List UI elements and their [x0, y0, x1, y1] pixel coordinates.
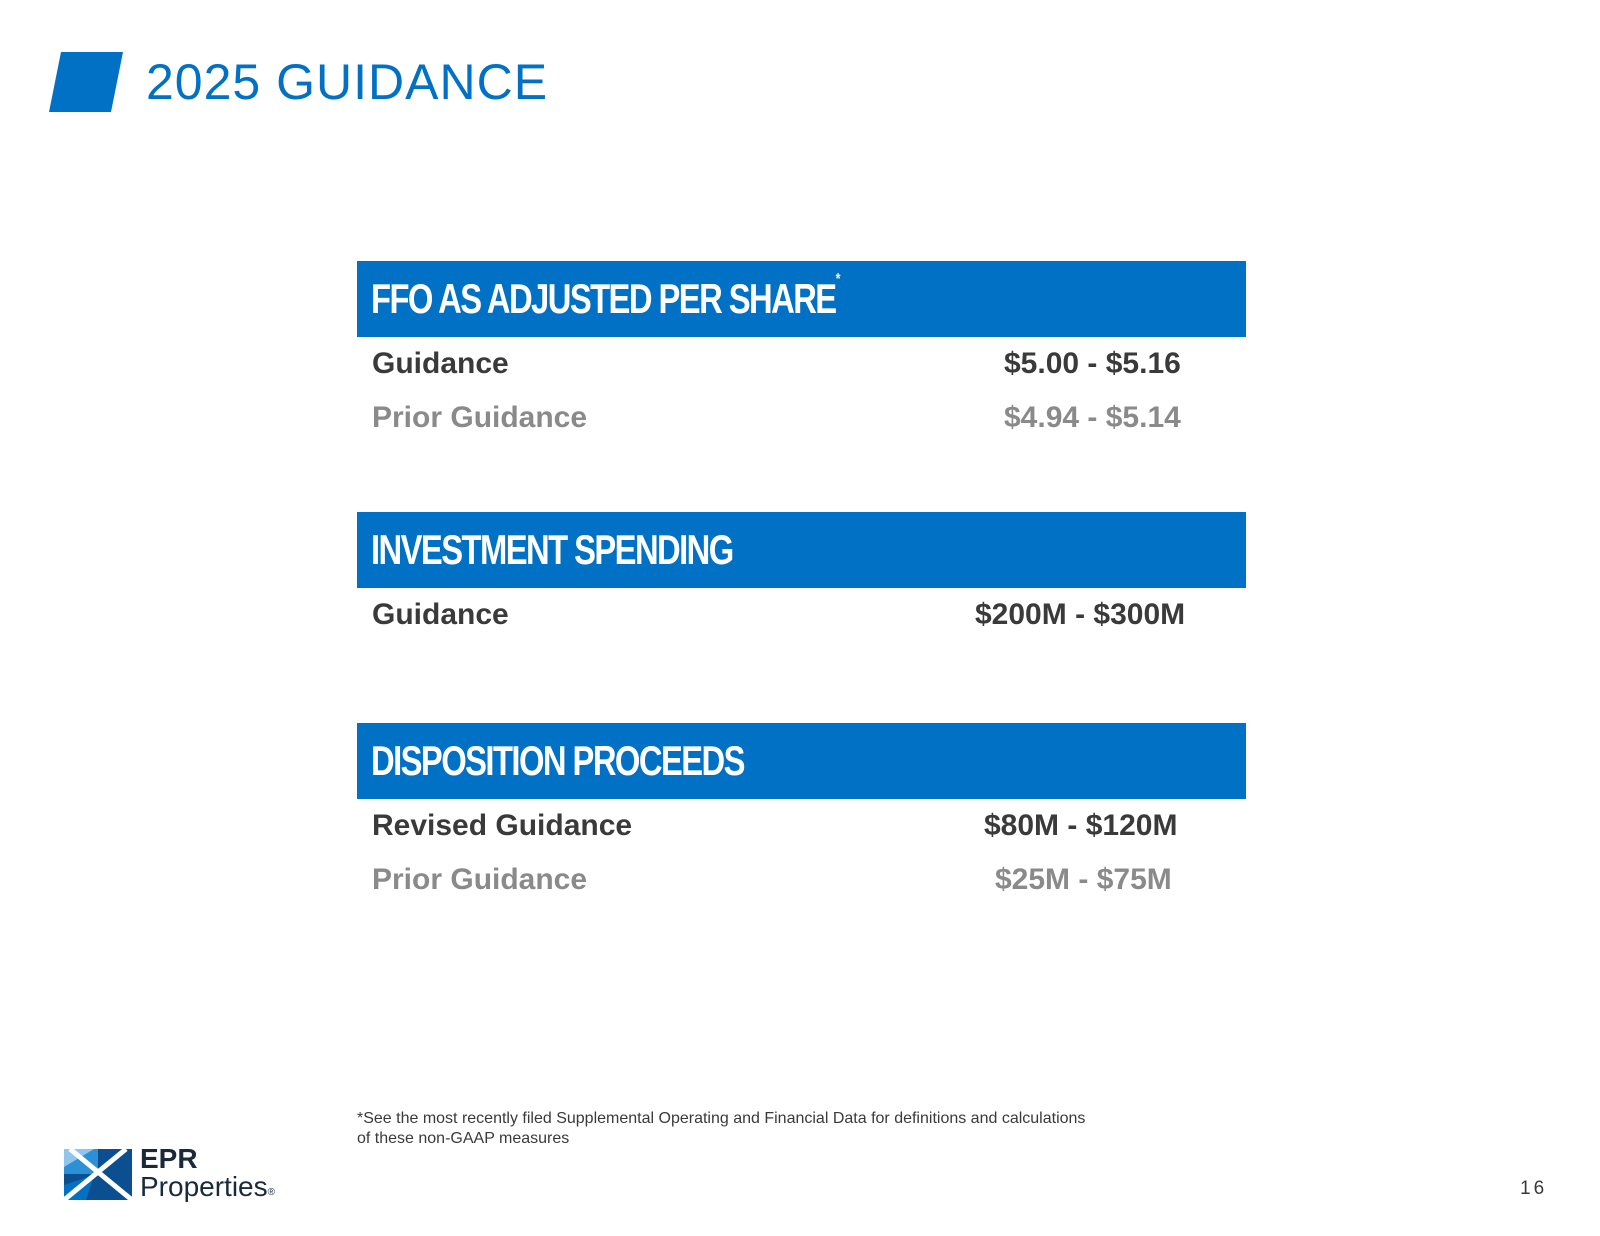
- row-value: $4.94 - $5.14: [1004, 401, 1181, 434]
- investment-guidance-row: [357, 588, 1246, 642]
- row-label: Guidance: [372, 598, 509, 631]
- logo-name-line1: EPR: [140, 1143, 198, 1174]
- disposition-section: [357, 723, 1246, 907]
- disposition-prior-guidance-row: [357, 853, 1246, 907]
- ffo-section-header: [357, 261, 1246, 337]
- disposition-section-header: [357, 723, 1246, 799]
- investment-section-header: [357, 512, 1246, 588]
- row-label: Prior Guidance: [372, 863, 588, 896]
- disposition-section-title: DISPOSITION PROCEEDS: [371, 737, 744, 784]
- page-title: 2025 GUIDANCE: [146, 54, 549, 110]
- footnote-marker: *: [835, 271, 839, 288]
- ffo-prior-guidance-row: [357, 391, 1246, 445]
- page-number: 16: [1520, 1178, 1548, 1199]
- row-value: $25M - $75M: [995, 863, 1172, 896]
- row-value: $80M - $120M: [984, 809, 1178, 842]
- row-label: Revised Guidance: [372, 809, 633, 842]
- ffo-section-title: FFO AS ADJUSTED PER SHARE*: [371, 271, 839, 322]
- footnote-line: of these non-GAAP measures: [357, 1130, 570, 1147]
- title-accent-shape: [49, 52, 123, 112]
- row-label: Guidance: [372, 347, 509, 380]
- investment-section-title: INVESTMENT SPENDING: [371, 526, 733, 573]
- row-value: $200M - $300M: [975, 598, 1186, 631]
- row-label: Prior Guidance: [372, 401, 588, 434]
- disposition-revised-guidance-row: [357, 799, 1246, 853]
- epr-logo-icon: [64, 1149, 132, 1200]
- logo-name-line2: Properties®: [140, 1171, 275, 1202]
- footnote-line: *See the most recently filed Supplemental Operating and Financial Data for definitions and calculations: [357, 1110, 1086, 1127]
- row-value: $5.00 - $5.16: [1004, 347, 1181, 380]
- ffo-section: [357, 261, 1246, 445]
- footnote: [357, 1109, 1197, 1149]
- investment-section: [357, 512, 1246, 642]
- ffo-guidance-row: [357, 337, 1246, 391]
- registered-mark: ®: [267, 1187, 275, 1198]
